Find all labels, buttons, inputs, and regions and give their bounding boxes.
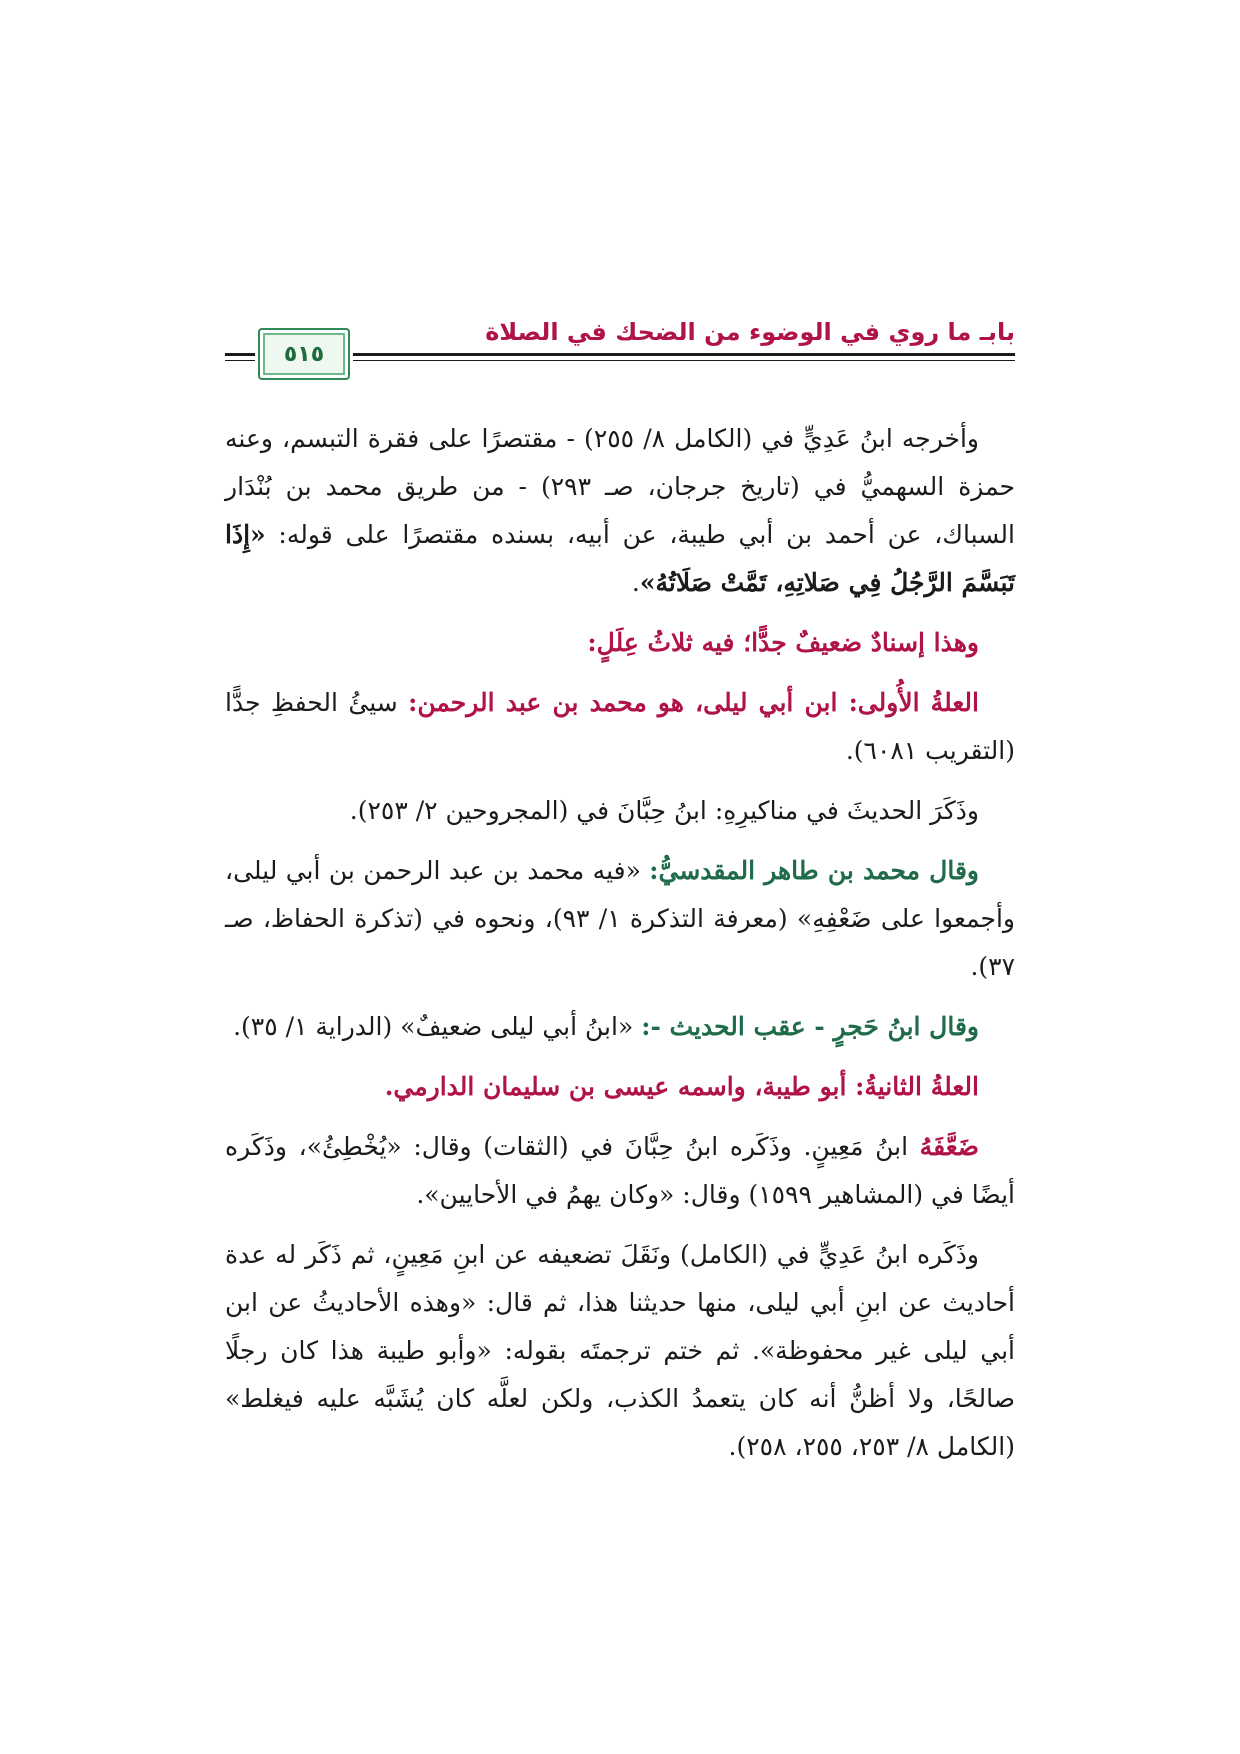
chapter-title: بابـ ما روي في الوضوء من الضحك في الصلاة	[485, 318, 1015, 346]
paragraph-maqdisi	[225, 847, 1015, 991]
page-number: ٥١٥	[283, 341, 325, 367]
paragraph-second-defect	[225, 1063, 1015, 1111]
lead-word: ضَعَّفَهُ	[919, 1132, 980, 1161]
paragraph-takhrij	[225, 415, 1015, 607]
header-rule-left-thick	[225, 353, 255, 356]
paragraph-text: «ابنُ أبي ليلى ضعيفٌ» (الدراية ١/ ٣٥).	[233, 1012, 642, 1041]
page-body	[225, 415, 1015, 1483]
scholar-heading: وقال محمد بن طاهر المقدسيُّ:	[649, 856, 979, 885]
hadith-quote: «إِذَا تَبَسَّمَ الرَّجُلُ فِي صَلاتِهِ، تَمَّتْ صَلَاتُهُ»	[225, 520, 1015, 597]
section-heading: وهذا إسنادٌ ضعيفٌ جدًّا؛ فيه ثلاثُ عِلَلٍ:	[587, 628, 979, 657]
section-heading: العلةُ الأُولى: ابن أبي ليلى، هو محمد بن عبد الرحمن:	[408, 688, 979, 717]
page-number-badge	[258, 328, 350, 380]
paragraph-text: «فيه محمد بن عبد الرحمن بن أبي ليلى، وأجمعوا على ضَعْفِهِ» (معرفة التذكرة ١/ ٩٣)، ونحوه في (تذكرة الحفاظ، صـ ٣٧).	[225, 856, 1016, 981]
section-heading: العلةُ الثانيةُ: أبو طيبة، واسمه عيسى بن سليمان الدارمي.	[384, 1072, 979, 1101]
header-rule-thick	[353, 353, 1015, 356]
paragraph-isnad-verdict	[225, 619, 1015, 667]
header-rule-left-thin	[225, 360, 255, 361]
paragraph-text: وذَكَره ابنُ عَدِيٍّ في (الكامل) ونَقَلَ تضعيفه عن ابنِ مَعِينٍ، ثم ذَكَر له عدة أحاديث عن ابنِ أبي ليلى، منها حديثنا هذا، ثم قال: «وهذه الأحاديثُ عن ابن أبي ليلى غير محفوظة». ثم ختم ترجمتَه بقوله: «وأبو طيبة هذا كان رجلًا صالحًا، ولا أظنُّ أنه كان يتعمدُ الكذب، ولكن لعلَّه كان يُشَبَّه عليه فيغلط» (الكامل ٨/ ٢٥٣، ٢٥٥، ٢٥٨).	[225, 1240, 1015, 1461]
paragraph-text: وأخرجه ابنُ عَدِيٍّ في (الكامل ٨/ ٢٥٥) - مقتصرًا على فقرة التبسم، وعنه حمزة السهميُّ في (تاريخ جرجان، صـ ٢٩٣) - من طريق محمد بن بُنْدَار السباك، عن أحمد بن أبي طيبة، عن أبيه، بسنده مقتصرًا على قوله:	[225, 424, 1015, 549]
paragraph-ibn-hajar	[225, 1003, 1015, 1051]
paragraph-ibn-hibban	[225, 787, 1015, 835]
paragraph-text: وذَكَرَ الحديثَ في مناكيرِهِ: ابنُ حِبَّانَ في (المجروحين ٢/ ٢٥٣).	[349, 796, 979, 825]
paragraph-first-defect	[225, 679, 1015, 775]
scholar-heading: وقال ابنُ حَجرٍ - عقب الحديث -:	[641, 1012, 979, 1041]
page-header	[225, 318, 1015, 388]
paragraph-end: .	[631, 568, 640, 597]
paragraph-text: سيئُ الحفظِ جدًّا (التقريب ٦٠٨١).	[225, 688, 1015, 765]
paragraph-ibn-adi	[225, 1231, 1015, 1471]
paragraph-ibn-maeen	[225, 1123, 1015, 1219]
header-rule-thin	[353, 360, 1015, 361]
paragraph-text: ابنُ مَعِينٍ. وذَكَره ابنُ حِبَّانَ في (الثقات) وقال: «يُخْطِئُ»، وذَكَره أيضًا في (المشاهير ١٥٩٩) وقال: «وكان يهمُ في الأحايين».	[225, 1132, 1015, 1209]
